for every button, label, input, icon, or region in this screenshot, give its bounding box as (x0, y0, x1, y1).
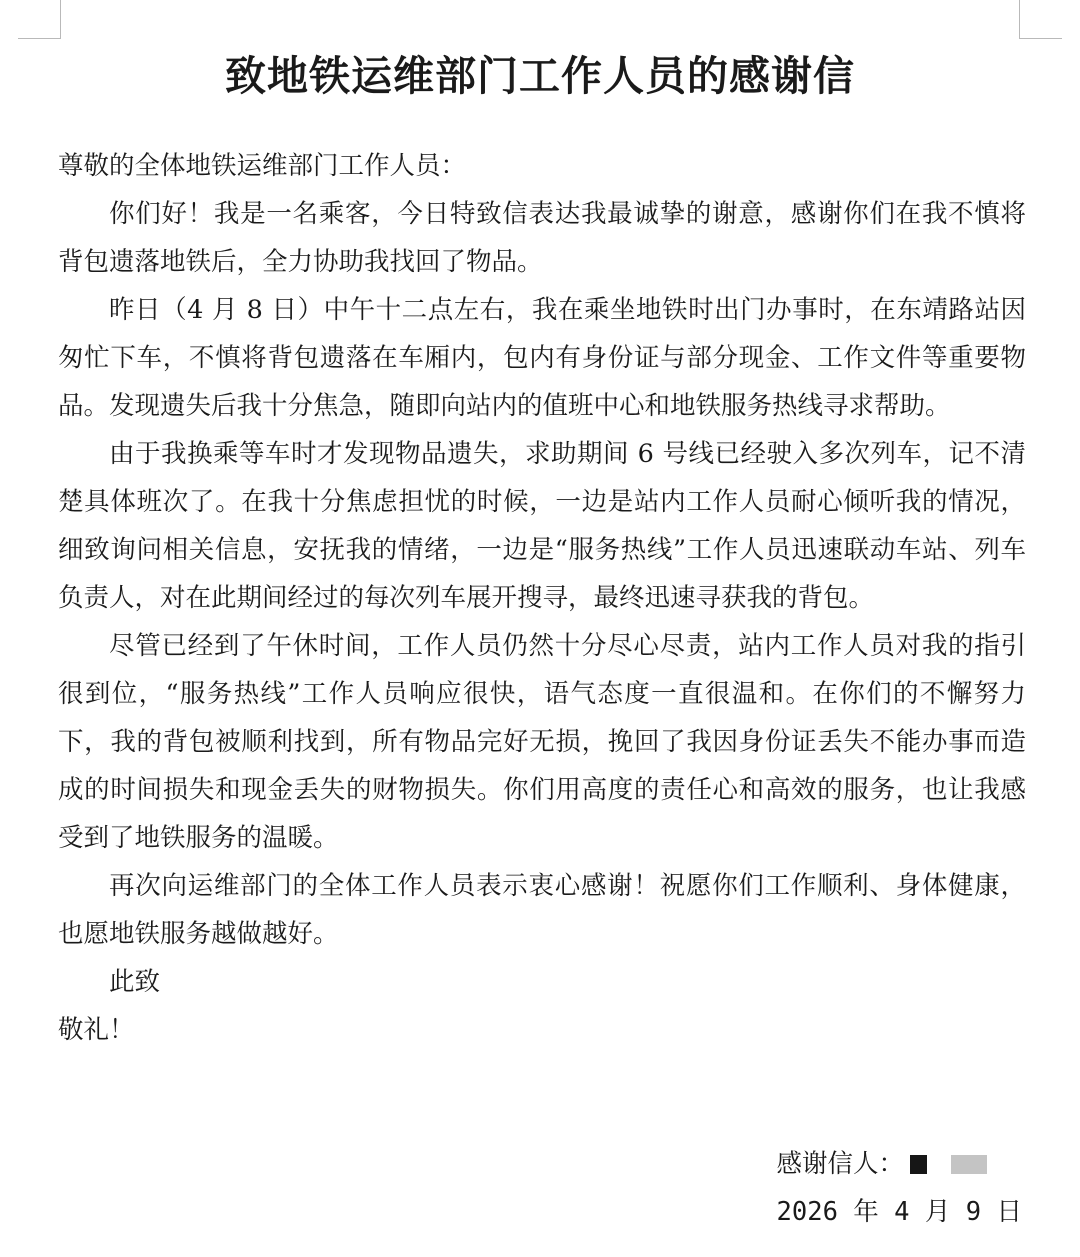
date-day: 9 (965, 1197, 982, 1227)
redacted-name-blur-icon (951, 1155, 987, 1174)
redacted-name-mark-icon (910, 1155, 927, 1174)
paragraph-greeting: 你们好！我是一名乘客，今日特致信表达我最诚挚的谢意，感谢你们在我不慎将背包遗落地铁后，全力协助我找回了物品。 (58, 199, 1026, 277)
signature-label: 感谢信人： (776, 1149, 905, 1179)
date-month-unit: 月 (924, 1197, 951, 1227)
signature-block (777, 1140, 1022, 1236)
paragraph-praise: 尽管已经到了午休时间，工作人员仍然十分尽心尽责，站内工作人员对我的指引很到位，“服务热线”工作人员响应很快，语气态度一直很温和。在你们的不懈努力下，我的背包被顺利找到，所有物品完好无损，挽回了我因身份证丢失不能办事而造成的时间损失和现金丢失的财物损失。你们用高度的责任心和高效的服务，也让我感受到了地铁服务的温暖。 (58, 631, 1026, 853)
paragraph-thanks: 再次向运维部门的全体工作人员表示衷心感谢！祝愿你们工作顺利、身体健康，也愿地铁服务越做越好。 (58, 871, 1026, 949)
signature-line (777, 1140, 1022, 1188)
date-day-unit: 日 (996, 1197, 1022, 1227)
salutation: 尊敬的全体地铁运维部门工作人员： (58, 151, 467, 181)
closing-cizhi: 此致 (109, 967, 161, 997)
paragraph-incident: 昨日（4 月 8 日）中午十二点左右，我在乘坐地铁时出门办事时，在东靖路站因匆忙下车，不慎将背包遗落在车厢内，包内有身份证与部分现金、工作文件等重要物品。发现遗失后我十分焦急，随即向站内的值班中心和地铁服务热线寻求帮助。 (58, 295, 1026, 421)
crop-mark-top-right (1019, 0, 1062, 39)
letter-title: 致地铁运维部门工作人员的感谢信 (225, 52, 855, 100)
paragraph-search: 由于我换乘等车时才发现物品遗失，求助期间 6 号线已经驶入多次列车，记不清楚具体班次了。在我十分焦虑担忧的时候，一边是站内工作人员耐心倾听我的情况，细致询问相关信息，安抚我的情绪，一边是“服务热线”工作人员迅速联动车站、列车负责人，对在此期间经过的每次列车展开搜寻，最终迅速寻获我的背包。 (58, 439, 1026, 613)
date-year-unit: 年 (853, 1197, 879, 1227)
closing-jingli: 敬礼！ (58, 1015, 135, 1045)
date-month: 4 (894, 1197, 910, 1227)
crop-mark-top-left (18, 0, 61, 39)
date-year: 2026 (776, 1197, 838, 1227)
letter-body (58, 142, 1026, 1054)
letter-date (777, 1188, 1022, 1236)
